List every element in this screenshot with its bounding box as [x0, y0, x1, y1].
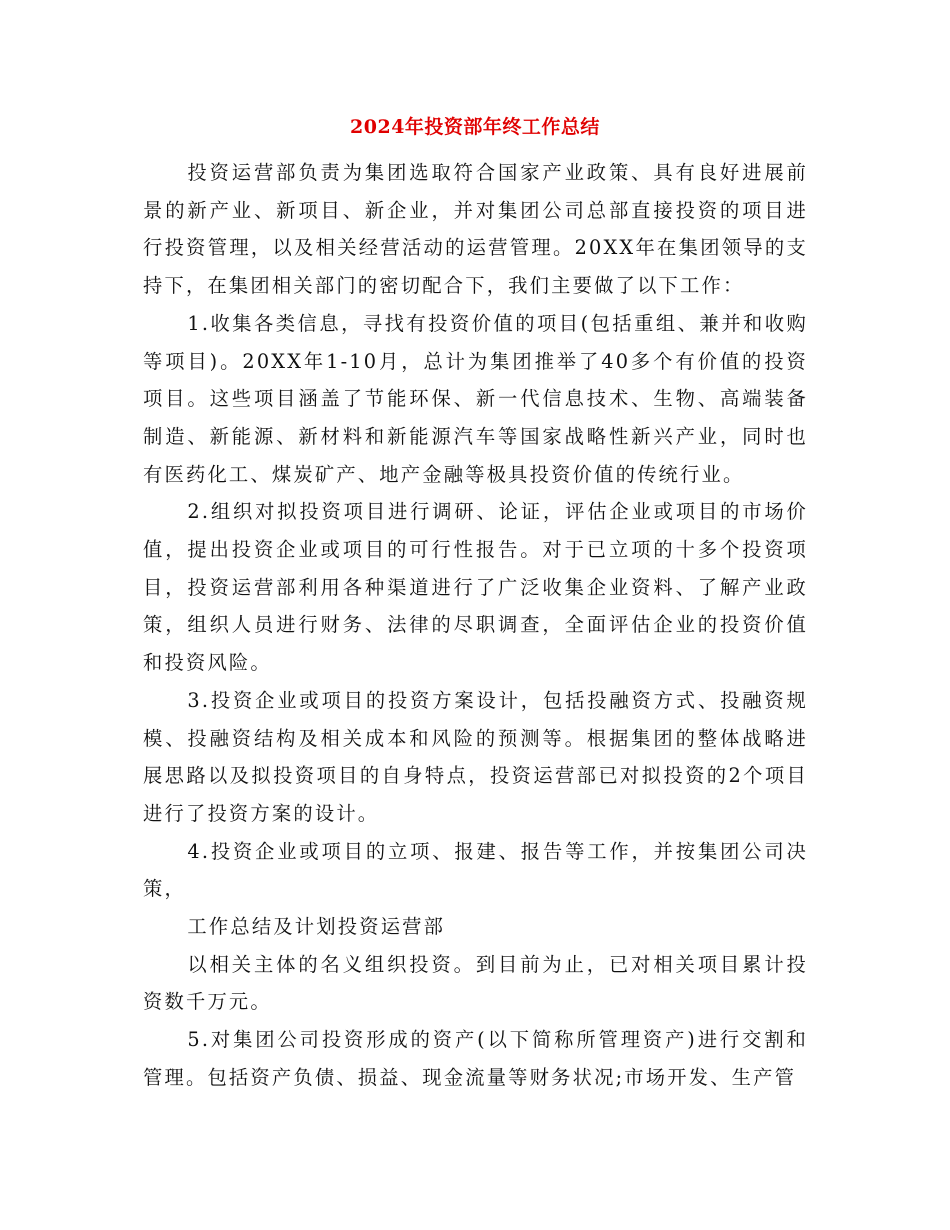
- paragraph-item-2: 2.组织对拟投资项目进行调研、论证，评估企业或项目的市场价值，提出投资企业或项目的可行性报告。对于已立项的十多个投资项目，投资运营部利用各种渠道进行了广泛收集企业资料、了解产业政策，组织人员进行财务、法律的尽职调查，全面评估企业的投资价值和投资风险。: [143, 500, 808, 675]
- paragraph-intro: 投资运营部负责为集团选取符合国家产业政策、具有良好进展前景的新产业、新项目、新企业，并对集团公司总部直接投资的项目进行投资管理，以及相关经营活动的运营管理。20XX年在集团领导的支持下，在集团相关部门的密切配合下，我们主要做了以下工作：: [143, 161, 808, 298]
- document-title: 2024年投资部年终工作总结: [350, 116, 600, 138]
- paragraph-inserted-heading: 工作总结及计划投资运营部: [187, 915, 446, 939]
- paragraph-item-4-continued: 以相关主体的名义组织投资。到目前为止，已对相关项目累计投资数千万元。: [143, 952, 808, 1014]
- paragraph-item-1: 1.收集各类信息，寻找有投资价值的项目(包括重组、兼并和收购等项目)。20XX年1-10月，总计为集团推举了40多个有价值的投资项目。这些项目涵盖了节能环保、新一代信息技术、生物、高端装备制造、新能源、新材料和新能源汽车等国家战略性新兴产业，同时也有医药化工、煤炭矿产、地产金融等极具投资价值的传统行业。: [143, 311, 808, 486]
- paragraph-item-5: 5.对集团公司投资形成的资产(以下简称所管理资产)进行交割和管理。包括资产负债、损益、现金流量等财务状况;市场开发、生产管: [143, 1028, 808, 1089]
- paragraph-item-4: 4.投资企业或项目的立项、报建、报告等工作，并按集团公司决策，: [143, 839, 808, 901]
- document-body: [143, 154, 808, 1097]
- paragraph-item-3: 3.投资企业或项目的投资方案设计，包括投融资方式、投融资规模、投融资结构及相关成本和风险的预测等。根据集团的整体战略进展思路以及拟投资项目的自身特点，投资运营部已对拟投资的2个项目进行了投资方案的设计。: [143, 688, 808, 825]
